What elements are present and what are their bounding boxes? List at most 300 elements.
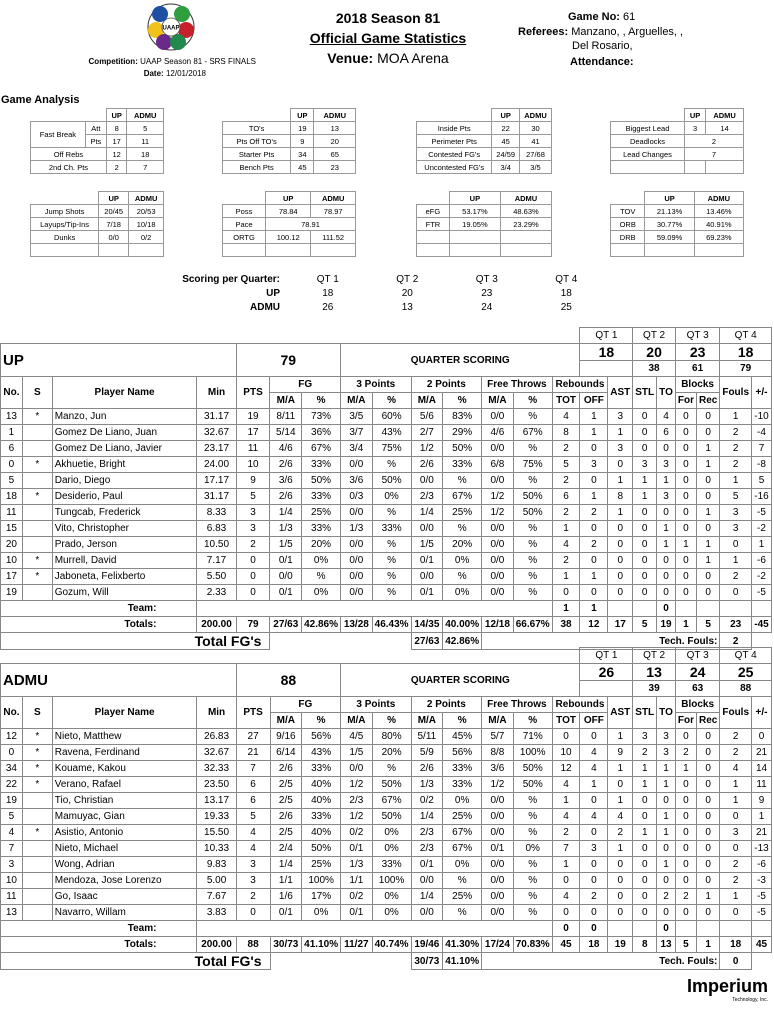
table-cell: TOV (611, 205, 645, 218)
table-row (611, 244, 744, 257)
table-cell: Navarro, Willam (52, 905, 197, 921)
table-cell (752, 921, 772, 937)
date-value: 12/01/2018 (165, 69, 206, 78)
table-cell: For (675, 393, 696, 409)
table-cell: Vito, Christopher (52, 521, 197, 537)
table-cell (611, 109, 685, 122)
table-cell: 0% (372, 905, 411, 921)
cum-q3: 63 (675, 681, 719, 697)
table-cell: 3 (580, 841, 608, 857)
table-cell: 0/1 (270, 585, 302, 601)
table-cell: 5/7 (482, 729, 514, 745)
scoring-per-quarter (160, 272, 606, 314)
table-cell: 4 (236, 841, 270, 857)
table-cell: 23 (720, 617, 752, 633)
table-row (160, 300, 606, 314)
table-cell: 0 (580, 729, 608, 745)
table-cell: 0 (697, 729, 720, 745)
table-cell: Totals: (1, 937, 197, 953)
table-row (611, 192, 744, 205)
table-cell: 13.46% (694, 205, 743, 218)
table-cell: 0 (675, 873, 696, 889)
table-cell: Ravena, Ferdinand (52, 745, 197, 761)
table-cell: 10 (1, 873, 23, 889)
table-cell: 50% (302, 473, 341, 489)
table-cell (611, 161, 685, 174)
table-cell: 1 (580, 425, 608, 441)
table-cell: 0 (236, 585, 270, 601)
table-cell: 78.97 (311, 205, 356, 218)
table-cell: -8 (752, 457, 772, 473)
table-cell: 19 (1, 793, 23, 809)
table-cell: 2 (552, 825, 580, 841)
table-cell: 0 (697, 761, 720, 777)
table-cell: M/A (270, 713, 302, 729)
table-cell: 2 (720, 441, 752, 457)
table-cell: 2 (236, 537, 270, 553)
table-cell: 2 (236, 889, 270, 905)
table-cell: 0 (696, 409, 719, 425)
table-cell: 9/16 (270, 729, 302, 745)
q1-score: 18 (580, 344, 633, 361)
table-cell: 5 (633, 617, 657, 633)
table-cell: 5 (236, 489, 270, 505)
table-cell: Wong, Adrian (52, 857, 197, 873)
table-cell: 0 (657, 905, 676, 921)
box-score-admu (0, 647, 772, 970)
player-row (1, 441, 772, 457)
table-cell: 1/3 (411, 777, 443, 793)
table-cell: ADMU (311, 192, 356, 205)
table-cell: 0 (633, 809, 657, 825)
table-cell (223, 244, 266, 257)
table-cell: 1/4 (411, 505, 443, 521)
table-cell: 10/18 (129, 218, 164, 231)
table-cell: 25% (302, 505, 341, 521)
table-cell: 7 (127, 161, 164, 174)
table-cell: 11/27 (341, 937, 373, 953)
table-cell: 4 (552, 777, 580, 793)
table-cell: 1 (633, 777, 657, 793)
table-cell: 24/59 (492, 148, 520, 161)
table-cell: 75% (513, 457, 552, 473)
analysis-pace-table (222, 191, 356, 257)
table-cell: 2 (675, 889, 696, 905)
table-cell: 1/2 (341, 809, 373, 825)
table-cell: 25% (302, 857, 341, 873)
team-row (1, 601, 772, 617)
table-cell (633, 921, 657, 937)
table-cell: Gomez De Liano, Juan (52, 425, 197, 441)
table-cell: 18 (720, 937, 752, 953)
table-cell: 0 (720, 585, 752, 601)
table-cell: FG (270, 697, 341, 713)
table-cell: 4 (580, 745, 608, 761)
table-cell (197, 601, 552, 617)
table-cell: 1/4 (270, 857, 302, 873)
table-cell: 50% (372, 473, 411, 489)
table-cell: % (443, 873, 482, 889)
table-cell: 3/6 (482, 761, 514, 777)
table-cell: 10.33 (197, 841, 236, 857)
table-cell: 65 (314, 148, 356, 161)
table-cell: % (513, 825, 552, 841)
table-cell: 18 (322, 287, 334, 299)
table-cell: Perimeter Pts (417, 135, 492, 148)
table-cell: 3 (720, 505, 752, 521)
table-cell: M/A (341, 713, 373, 729)
table-cell: 0 (675, 441, 696, 457)
table-cell: 3 (657, 729, 676, 745)
table-cell: % (372, 553, 411, 569)
player-row (1, 473, 772, 489)
table-cell: 18 (127, 148, 164, 161)
table-cell: 40% (302, 825, 341, 841)
table-cell: 40.00% (443, 617, 482, 633)
table-cell: 1 (608, 841, 633, 857)
table-cell: 40.91% (694, 218, 743, 231)
table-cell: % (513, 521, 552, 537)
table-cell: 0 (552, 873, 580, 889)
table-cell: 21.13% (645, 205, 694, 218)
table-cell: % (513, 873, 552, 889)
referees-value-1: Manzano, , Arguelles, , (571, 26, 684, 38)
table-cell: 17/24 (482, 937, 514, 953)
table-cell: 2/6 (411, 457, 443, 473)
table-row (611, 231, 744, 244)
table-cell: Free Throws (482, 697, 553, 713)
qt2-header: QT 2 (633, 328, 676, 344)
table-cell: 1 (657, 521, 676, 537)
table-cell: 50% (513, 505, 552, 521)
table-cell: 0 (697, 857, 720, 873)
table-cell: 0 (552, 729, 580, 745)
table-cell: 0 (236, 569, 270, 585)
table-cell (500, 231, 551, 244)
table-cell (22, 905, 52, 921)
table-cell: Go, Isaac (52, 889, 197, 905)
table-cell: Fouls (720, 377, 752, 409)
table-cell: 78.91 (266, 218, 356, 231)
table-cell: 1 (608, 793, 633, 809)
table-cell: 0/0 (482, 553, 514, 569)
table-cell: +/- (752, 697, 772, 729)
table-cell: 3 Points (341, 697, 411, 713)
table-cell: 100.12 (266, 231, 311, 244)
table-cell: % (443, 713, 482, 729)
table-cell: % (513, 537, 552, 553)
table-cell: 1 (580, 569, 608, 585)
table-cell (645, 244, 694, 257)
table-cell: 0 (608, 553, 633, 569)
table-cell: 3/6 (270, 473, 302, 489)
table-cell (22, 505, 52, 521)
table-cell: 0/0 (482, 793, 514, 809)
table-cell: 3 (1, 857, 23, 873)
table-cell: 0 (697, 745, 720, 761)
table-cell: ADMU (694, 192, 743, 205)
team-score: 88 (236, 664, 340, 697)
table-cell: 33% (302, 521, 341, 537)
table-cell: 0/0 (482, 441, 514, 457)
player-row (1, 457, 772, 473)
table-cell: 2 (580, 889, 608, 905)
table-cell (580, 361, 633, 377)
table-cell: 20 (401, 287, 413, 299)
table-cell: Min (197, 697, 236, 729)
table-cell: Pts Off TO's (223, 135, 291, 148)
table-cell: 2/6 (270, 761, 302, 777)
table-cell (1, 328, 580, 344)
table-cell: 0 (696, 585, 719, 601)
table-cell: 7 (1, 841, 23, 857)
table-cell: 0 (608, 569, 633, 585)
table-cell: Verano, Rafael (52, 777, 197, 793)
table-cell: Contested FG's (417, 148, 492, 161)
table-cell: 50% (372, 809, 411, 825)
table-cell: 0 (608, 905, 633, 921)
table-cell: 0/1 (341, 841, 373, 857)
table-cell: 1 (608, 425, 633, 441)
table-cell: 18 (580, 937, 608, 953)
table-cell: 0 (675, 585, 696, 601)
table-row (223, 122, 356, 135)
table-row (1, 648, 772, 664)
table-cell: TO (657, 697, 676, 729)
table-cell: 1/4 (411, 889, 443, 905)
table-cell: 19 (291, 122, 314, 135)
table-cell: 100% (302, 873, 341, 889)
table-cell: 59.09% (645, 231, 694, 244)
table-cell: 12/18 (482, 617, 514, 633)
table-cell: 1/2 (482, 777, 514, 793)
venue-label: Venue: (327, 50, 374, 66)
table-cell: 0 (608, 857, 633, 873)
table-cell: -16 (752, 489, 772, 505)
table-cell: 0% (372, 489, 411, 505)
table-row (31, 109, 164, 122)
table-cell: 0/3 (341, 489, 373, 505)
table-cell (1, 648, 580, 664)
table-cell: % (372, 585, 411, 601)
table-cell: 21 (752, 745, 772, 761)
table-cell: 3 (720, 825, 752, 841)
table-cell: 5 (1, 473, 23, 489)
totals-row (1, 937, 772, 953)
table-cell: 10.50 (197, 537, 236, 553)
table-cell: 80% (372, 729, 411, 745)
table-cell: 2 (720, 857, 752, 873)
table-cell: 11 (236, 441, 270, 457)
table-cell: Pts (85, 135, 106, 148)
table-cell: ORB (611, 218, 645, 231)
table-cell: 4 (720, 761, 752, 777)
table-cell: Dario, Diego (52, 473, 197, 489)
table-cell: 13/28 (341, 617, 373, 633)
table-cell: 12 (580, 617, 608, 633)
table-cell: 5.50 (197, 569, 236, 585)
table-cell (417, 109, 492, 122)
table-cell: 33% (302, 457, 341, 473)
table-cell: 3 (684, 122, 705, 135)
table-cell: 10 (1, 553, 23, 569)
table-cell: 27 (236, 729, 270, 745)
table-cell: 2 (552, 441, 580, 457)
table-cell: 0 (675, 457, 696, 473)
table-cell: 2 (552, 505, 580, 521)
table-row (1, 328, 772, 344)
table-cell: 2 Points (411, 697, 482, 713)
table-cell: Tungcab, Frederick (52, 505, 197, 521)
table-cell: 0/2 (341, 889, 373, 905)
table-cell: 8 (633, 937, 657, 953)
table-cell: 6.83 (197, 521, 236, 537)
table-cell: QT 4 (555, 273, 578, 285)
table-cell: 1 (697, 937, 720, 953)
table-cell: 67% (443, 489, 482, 505)
table-row (1, 697, 772, 713)
table-cell: 23.29% (500, 218, 551, 231)
cum-q4: 79 (720, 361, 772, 377)
qt4-header: QT 4 (720, 328, 772, 344)
table-cell (266, 244, 311, 257)
logo-text: UAAP (162, 25, 180, 32)
table-cell: 33% (443, 777, 482, 793)
table-cell: ADMU (520, 109, 552, 122)
table-cell: 0 (580, 585, 608, 601)
table-cell (720, 601, 752, 617)
table-cell: 3 (236, 521, 270, 537)
team-name: UP (1, 344, 237, 377)
table-cell (633, 601, 657, 617)
table-cell: % (513, 905, 552, 921)
table-cell: 0 (580, 857, 608, 873)
game-no-value: 61 (623, 11, 636, 23)
table-cell: 40% (302, 793, 341, 809)
table-cell: ADMU (500, 192, 551, 205)
table-cell (22, 537, 52, 553)
date-label: Date: (143, 69, 164, 78)
table-cell: 0 (720, 953, 752, 970)
table-cell (675, 601, 696, 617)
table-cell: 0 (580, 441, 608, 457)
table-cell: 26 (322, 301, 334, 313)
table-cell: % (372, 569, 411, 585)
table-cell: Player Name (52, 377, 197, 409)
table-cell: -4 (752, 425, 772, 441)
table-cell: 0 (657, 793, 676, 809)
table-cell: 1 (720, 473, 752, 489)
table-cell: Pace (223, 218, 266, 231)
table-cell: 0 (608, 537, 633, 553)
cum-q2: 38 (633, 361, 676, 377)
table-cell: -45 (752, 617, 772, 633)
table-cell: 14/35 (411, 617, 443, 633)
table-cell: 24 (481, 301, 493, 313)
table-cell: 4 (552, 409, 580, 425)
table-cell: Team: (1, 921, 197, 937)
table-cell: 0 (236, 553, 270, 569)
table-row (160, 286, 606, 300)
quarter-scoring-label: QUARTER SCORING (341, 664, 580, 697)
table-row (223, 244, 356, 257)
table-cell: Team: (1, 601, 197, 617)
table-cell: 1 (720, 889, 752, 905)
player-row (1, 569, 772, 585)
table-cell: 1 (552, 569, 580, 585)
table-cell: 1/3 (270, 521, 302, 537)
table-cell: * (22, 761, 52, 777)
table-cell: 5 (236, 809, 270, 825)
table-cell: 0/0 (482, 873, 514, 889)
table-cell: 100% (513, 745, 552, 761)
table-cell: 0/0 (482, 585, 514, 601)
table-cell: eFG (417, 205, 450, 218)
table-cell: % (443, 905, 482, 921)
table-row (1, 377, 772, 393)
table-cell: % (372, 393, 411, 409)
table-cell: M/A (341, 393, 373, 409)
table-cell: 20% (302, 537, 341, 553)
table-cell: 1 (608, 729, 633, 745)
table-cell: -6 (752, 857, 772, 873)
table-cell: UP (291, 109, 314, 122)
table-cell: 0/0 (411, 569, 443, 585)
table-cell: 1 (720, 777, 752, 793)
table-cell: 7 (752, 441, 772, 457)
table-cell: 42.86% (443, 633, 482, 650)
table-cell: DRB (611, 231, 645, 244)
cum-q4: 88 (720, 681, 772, 697)
table-cell: 38 (552, 617, 580, 633)
qt4-header: QT 4 (720, 648, 772, 664)
table-cell: Dunks (31, 231, 99, 244)
table-cell: 45 (291, 161, 314, 174)
table-cell (500, 244, 551, 257)
table-cell: 7 (552, 841, 580, 857)
table-row (31, 148, 164, 161)
table-cell: 66.67% (513, 617, 552, 633)
table-cell: 0 (608, 889, 633, 905)
table-cell: 20 (1, 537, 23, 553)
table-cell: 23.17 (197, 441, 236, 457)
table-cell: 20% (372, 745, 411, 761)
venue-line (268, 50, 508, 66)
table-cell (99, 244, 129, 257)
table-cell: 17 (236, 425, 270, 441)
table-cell: 4/6 (482, 425, 514, 441)
table-cell: 0 (552, 905, 580, 921)
table-cell: 13 (1, 409, 23, 425)
table-cell: Rec (697, 713, 720, 729)
table-cell: 41 (520, 135, 552, 148)
table-cell: 2 (106, 161, 127, 174)
table-cell: 15 (1, 521, 23, 537)
table-cell (22, 841, 52, 857)
table-cell: 2/4 (270, 841, 302, 857)
table-cell: ADMU (129, 192, 164, 205)
table-cell (223, 192, 266, 205)
table-cell: 4/5 (341, 729, 373, 745)
table-cell: 6 (657, 425, 676, 441)
table-cell: Desiderio, Paul (52, 489, 197, 505)
table-cell: TOT (552, 393, 580, 409)
table-cell: 5 (127, 122, 164, 135)
table-cell: 4 (580, 809, 608, 825)
table-cell: 50% (513, 489, 552, 505)
table-cell: 0/0 (341, 553, 373, 569)
table-cell: 2/3 (411, 489, 443, 505)
